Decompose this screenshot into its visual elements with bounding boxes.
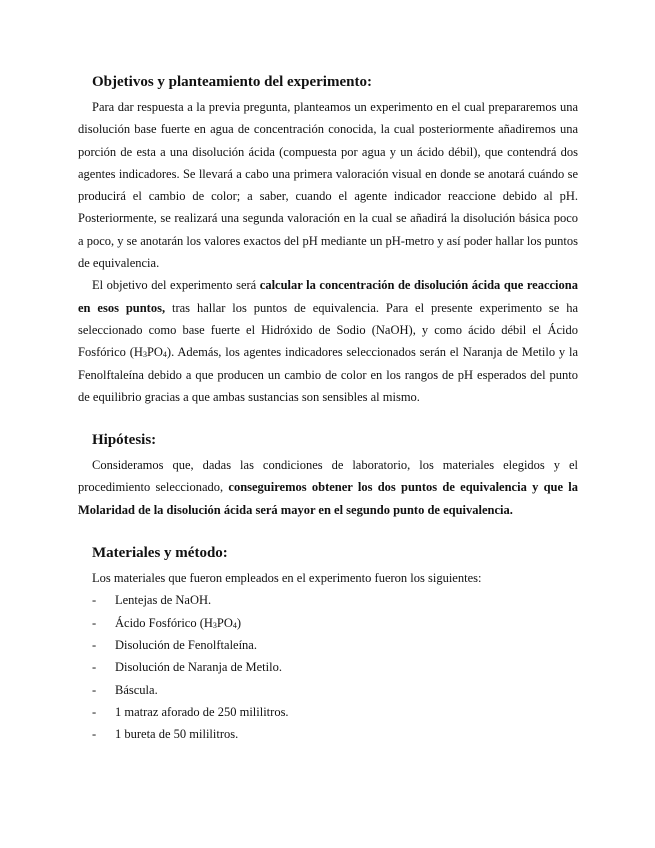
- text-run: Consideramos que, dadas las condiciones de laboratorio, los materiales elegidos y el procedimiento seleccionado,: [78, 458, 578, 495]
- list-item-text: Disolución de Naranja de Metilo.: [115, 660, 282, 675]
- list-dash: -: [92, 615, 97, 630]
- list-item: [78, 679, 578, 701]
- paragraph-materiales-intro: Los materiales que fueron empleados en el experimento fueron los siguientes:: [92, 571, 482, 586]
- text-run: ): [236, 615, 242, 630]
- section-title-objetivos: Objetivos y planteamiento del experimento:: [92, 74, 372, 90]
- list-item: [78, 589, 578, 611]
- list-dash: -: [92, 682, 97, 697]
- list-item: [78, 701, 578, 723]
- document-content: [78, 72, 578, 745]
- list-item: [78, 656, 578, 678]
- subscript: 4: [232, 620, 237, 630]
- list-dash: -: [92, 727, 97, 742]
- list-item: [78, 723, 578, 745]
- list-item-text: Disolución de Fenolftaleína.: [115, 637, 257, 652]
- list-dash: -: [92, 637, 97, 652]
- list-item-text: Báscula.: [115, 682, 158, 697]
- list-item-text: Lentejas de NaOH.: [115, 593, 212, 608]
- text-run: tras hallar los puntos de equivalencia. Para el presente experimento se ha seleccionado como base fuerte el Hidróxido de Sodio (NaOH), y como ácido débil el Ácido Fosfórico (H: [78, 300, 578, 360]
- subscript: 4: [162, 350, 167, 360]
- text-run: PO: [146, 345, 163, 360]
- subscript: 3: [142, 350, 147, 360]
- list-item-text: 1 matraz aforado de 250 mililitros.: [115, 704, 289, 719]
- section-title-hipotesis: Hipótesis:: [92, 432, 157, 449]
- list-item: [78, 634, 578, 656]
- paragraph-objetivos-1: Para dar respuesta a la previa pregunta, planteamos un experimento en el cual prepararemos una disolución base fuerte en agua de concentración conocida, la cual posteriormente añadiremos una porción de esta a una disolución ácida (compuesta por agua y un ácido débil), que contendrá dos agentes indicadores. Se llevará a cabo una primera valoración visual en donde se anotará cuándo se producirá el cambio de color; a saber, cuando el agente indicador reaccione debido al pH. Posteriormente, se realizará una segunda valoración en la cual se añadirá la disolución básica poco a poco, y se anotarán los valores exactos del pH mediante un pH-metro y así poder hallar los puntos de equivalencia.: [78, 100, 578, 271]
- text-run: El objetivo del experimento será: [92, 278, 260, 293]
- list-dash: -: [92, 660, 97, 675]
- list-dash: -: [92, 593, 97, 608]
- subscript: 3: [212, 620, 217, 630]
- paragraph-objetivos-2: [78, 274, 578, 408]
- bold-run: calcular la concentración de disolución ácida que reacciona en esos puntos,: [78, 278, 578, 315]
- bold-run: conseguiremos obtener los dos puntos de equivalencia y que la Molaridad de la disolución ácida será mayor en el segundo punto de equivalencia.: [78, 480, 579, 517]
- list-item-text: 1 bureta de 50 mililitros.: [115, 727, 239, 742]
- list-item-text: Ácido Fosfórico (H: [115, 615, 213, 630]
- list-dash: -: [92, 704, 97, 719]
- paragraph-hipotesis: [78, 454, 578, 521]
- text-run: PO: [216, 615, 233, 630]
- section-title-materiales: Materiales y método:: [92, 545, 228, 562]
- materials-list: [78, 589, 578, 745]
- text-run: ). Además, los agentes indicadores seleccionados serán el Naranja de Metilo y la Fenolftaleína debido a que producen un cambio de color en los rangos de pH esperados del punto de equilibrio gracias a que ambas sustancias son sensibles al mismo.: [78, 345, 578, 404]
- list-item: [78, 612, 578, 634]
